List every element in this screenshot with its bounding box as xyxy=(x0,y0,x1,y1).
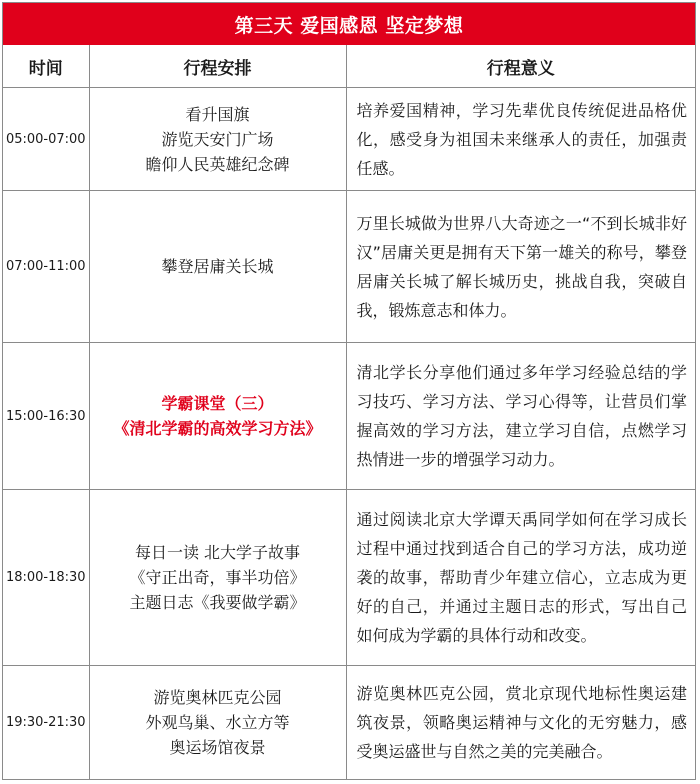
meaning-cell: 培养爱国精神，学习先辈优良传统促进品格优化，感受身为祖国未来继承人的责任，加强责任感。 xyxy=(346,88,695,191)
meaning-cell: 清北学长分享他们通过多年学习经验总结的学习技巧、学习方法、学习心得等，让营员们掌握高效的学习方法，建立学习自信，点燃学习热情进一步的增强学习动力。 xyxy=(346,343,695,490)
plan-cell-highlight xyxy=(89,343,346,490)
day-title: 第三天 爱国感恩 坚定梦想 xyxy=(3,3,695,45)
meaning-cell: 通过阅读北京大学谭天禹同学如何在学习成长过程中通过找到适合自己的学习方法，成功逆袭的故事，帮助青少年建立信心，立志成为更好的自己，并通过主题日志的形式，写出自己如何成为学霸的具体行动和改变。 xyxy=(346,490,695,666)
plan-cell xyxy=(89,666,346,780)
time-cell: 18:00-18:30 xyxy=(3,490,89,666)
plan-line: 瞻仰人民英雄纪念碑 xyxy=(145,154,290,174)
plan-cell xyxy=(89,490,346,666)
table-row xyxy=(3,666,695,780)
table-row xyxy=(3,88,695,191)
table-row xyxy=(3,343,695,490)
table-row xyxy=(3,191,695,343)
header-meaning: 行程意义 xyxy=(346,45,695,88)
plan-line: 主题日志《我要做学霸》 xyxy=(129,593,306,612)
header-plan: 行程安排 xyxy=(89,45,346,88)
plan-line: 每日一读 北大学子故事 xyxy=(134,543,301,562)
plan-line: 《清北学霸的高效学习方法》 xyxy=(113,419,322,438)
time-cell: 07:00-11:00 xyxy=(3,191,89,343)
schedule-table xyxy=(3,45,695,780)
plan-line: 外观鸟巢、水立方等 xyxy=(145,713,290,733)
plan-line: 游览奥林匹克公园 xyxy=(153,688,282,708)
plan-cell xyxy=(89,191,346,343)
plan-line: 看升国旗 xyxy=(185,104,250,124)
time-cell: 19:30-21:30 xyxy=(3,666,89,780)
plan-line: 攀登居庸关长城 xyxy=(161,257,274,276)
table-row xyxy=(3,490,695,666)
meaning-cell: 游览奥林匹克公园，赏北京现代地标性奥运建筑夜景，领略奥运精神与文化的无穷魅力，感受奥运盛世与自然之美的完美融合。 xyxy=(346,666,695,780)
plan-line: 学霸课堂（三） xyxy=(161,394,274,413)
meaning-cell: 万里长城做为世界八大奇迹之一“不到长城非好汉”居庸关更是拥有天下第一雄关的称号，攀登居庸关长城了解长城历史，挑战自我，突破自我，锻炼意志和体力。 xyxy=(346,191,695,343)
header-row xyxy=(3,45,695,88)
header-time: 时间 xyxy=(3,45,89,88)
plan-cell xyxy=(89,88,346,191)
time-cell: 05:00-07:00 xyxy=(3,88,89,191)
time-cell: 15:00-16:30 xyxy=(3,343,89,490)
schedule-table-frame xyxy=(2,2,696,780)
plan-line: 游览天安门广场 xyxy=(161,129,274,149)
plan-line: 《守正出奇，事半功倍》 xyxy=(129,568,306,587)
plan-line: 奥运场馆夜景 xyxy=(169,738,266,758)
